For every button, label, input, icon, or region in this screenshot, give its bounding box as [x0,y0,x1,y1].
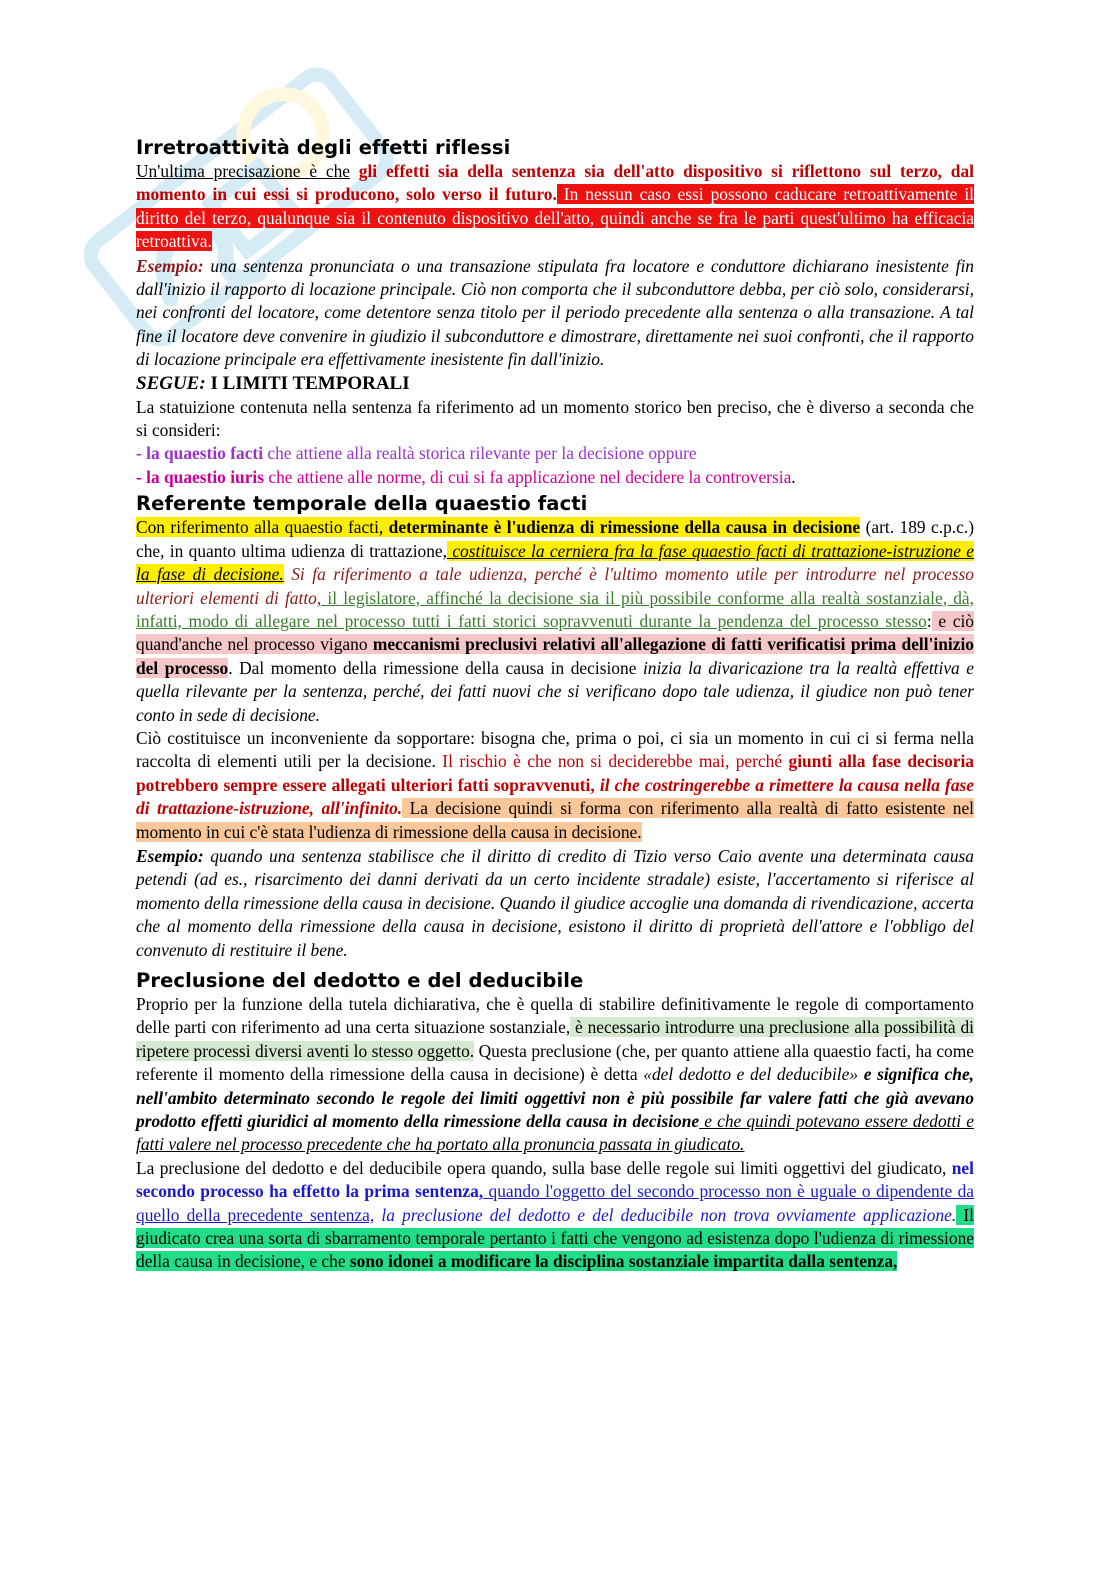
paragraph-quaestio-facti: Con riferimento alla quaestio facti, determinante è l'udienza di rimessione della causa in decisione (art. 189 c.p.c.) che, in quanto ultima udienza di trattazione, costituisce la cerniera fra la fase quaestio facti di trattazione-istruzione e la fase di decisione. Si fa riferimento a tale udienza, perché è l'ultimo momento utile per introdurre nel processo ulteriori elementi di fatto, il legislatore, affinché la decisione sia il più possibile conforme alla realtà sostanziale, dà, infatti, modo di allegare nel processo tutti i fatti storici sopravvenuti durante la pendenza del processo stesso: e ciò quand'anche nel processo vigano meccanismi preclusivi relativi all'allegazione di fatti verificatisi prima dell'inizio del processo. Dal momento della rimessione della causa in decisione inizia la divaricazione tra la realtà effettiva e quella rilevante per la sentenza, perché, dei fatti nuovi che si verificano dopo tale udienza, il giudice non può tener conto in sede di decisione. [136,517,975,725]
paragraph-preclusione-opera: La preclusione del dedotto e del deducibile opera quando, sulla base delle regole sui limiti oggettivi del giudicato, nel secondo processo ha effetto la prima sentenza, quando l'oggetto del secondo processo non è uguale o dipendente da quello della precedente sentenza, la preclusione del dedotto e del deducibile non trova ovviamente applicazione. Il giudicato crea una sorta di sbarramento temporale pertanto i fatti che vengono ad esistenza dopo l'udienza di rimessione della causa in decisione, e che sono idonei a modificare la disciplina sostanziale impartita dalla sentenza, [136,1157,975,1272]
heading-irretroattivita: Irretroattività degli effetti riflessi [136,136,511,159]
document-body [136,133,974,1274]
paragraph-esempio-locazione: Esempio: una sentenza pronunciata o una transazione stipulata fra locatore e conduttore dichiarano inesistente fin dall'inizio il rapporto di locazione principale. Ciò non comporta che il subconduttore debba, per ciò solo, considerarsi, nei confronti del locatore, come detentore senza titolo per il periodo precedente alla sentenza o alla transazione. A tal fine il locatore deve convenire in giudizio il subconduttore e dimostrare, direttamente nei suoi confronti, che il rapporto di locazione principale era effettivamente inesistente fin dall'inizio. [136,255,974,370]
paragraph-tutela-dichiarativa: Proprio per la funzione della tutela dichiarativa, che è quella di stabilire definitivamente le regole di comportamento delle parti con riferimento ad una certa situazione sostanziale, è necessario introdurre una preclusione alla possibilità di ripetere processi diversi aventi lo stesso oggetto. Questa preclusione (che, per quanto attiene alla quaestio facti, ha come referente il momento della rimessione della causa in decisione) è detta «del dedotto e del deducibile» e significa che, nell'ambito determinato secondo le regole dei limiti oggettivi non è più possibile far valere fatti che già avevano prodotto effetti giuridici al momento della rimessione della causa in decisione e che quindi potevano essere dedotti e fatti valere nel processo precedente che ha portato alla pronuncia passata in giudicato. [136,994,975,1155]
list-item-quaestio-facti: - la quaestio facti che attiene alla realtà storica rilevante per la decisione oppure [136,443,697,464]
paragraph-precisazione: Un'ultima precisazione è che gli effetti sia della sentenza sia dell'atto dispositivo si riflettono sul terzo, dal momento in cui essi si producono, solo verso il futuro. In nessun caso essi possono caducare retroattivamente il diritto del terzo, qualunque sia il contenuto dispositivo dell'atto, quindi anche se fra le parti quest'ultimo ha efficacia retroattiva. [136,161,975,252]
paragraph-inconveniente: Ciò costituisce un inconveniente da sopportare: bisogna che, prima o poi, ci sia un momento in cui ci si ferma nella raccolta di elementi utili per la decisione. Il rischio è che non si deciderebbe mai, perché giunti alla fase decisoria potrebbero sempre essere allegati ulteriori fatti sopravvenuti, il che costringerebbe a rimettere la causa nella fase di trattazione-istruzione, all'infinito. La decisione quindi si forma con riferimento alla realtà di fatto esistente nel momento in cui c'è stata l'udienza di rimessione della causa in decisione. [136,727,975,842]
list-item-quaestio-iuris: - la quaestio iuris che attiene alle norme, di cui si fa applicazione nel decidere la controversia. [136,466,796,487]
paragraph-esempio-credito: Esempio: quando una sentenza stabilisce che il diritto di credito di Tizio verso Caio avente una determinata causa petendi (ad es., risarcimento dei danni derivati da un certo incidente stradale) esiste, l'accertamento si riferisce al momento della rimessione della causa in decisione. Quando il giudice accoglie una domanda di rivendicazione, accerta che al momento della rimessione della causa in decisione, esistono il diritto di proprietà dell'attore e l'obbligo del convenuto di restituire il bene. [136,845,974,960]
heading-referente-temporale: Referente temporale della quaestio facti [136,492,588,516]
paragraph-statuizione: La statuizione contenuta nella sentenza fa riferimento ad un momento storico ben preciso, che è diverso a seconda che si consideri: [136,396,974,441]
heading-preclusione: Preclusione del dedotto e del deducibile [136,969,584,992]
heading-limiti-temporali: SEGUE: I LIMITI TEMPORALI [136,372,410,394]
